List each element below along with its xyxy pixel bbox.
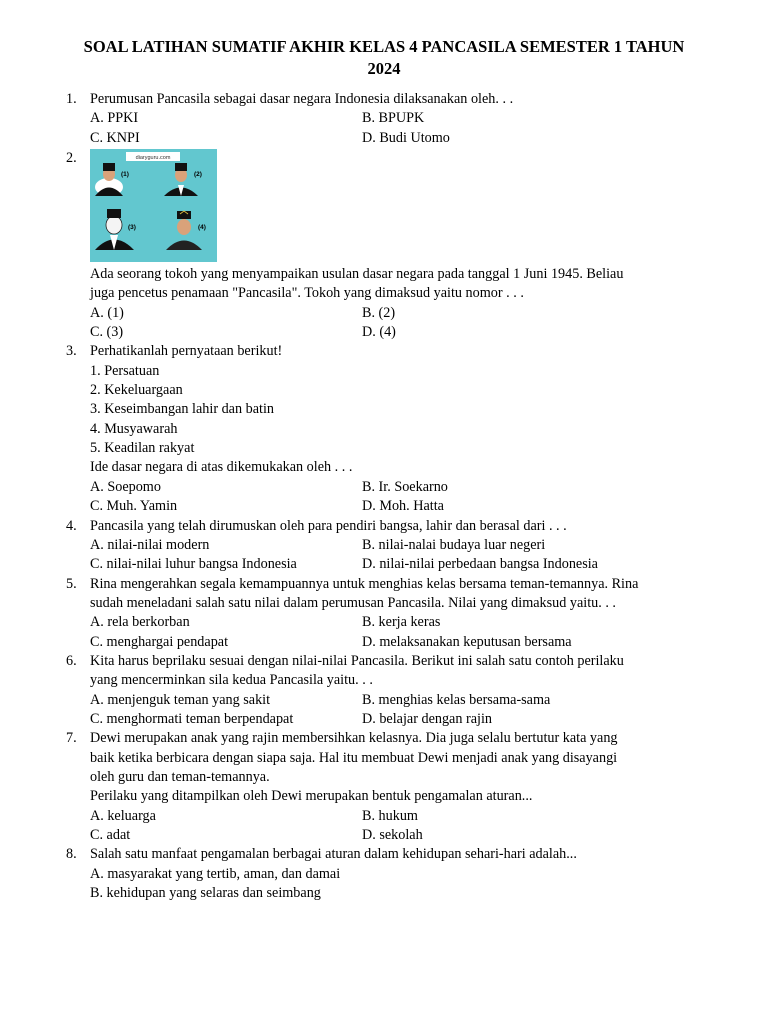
question-number: 3. <box>66 343 77 360</box>
question-5 <box>66 575 706 652</box>
option-b: B. nilai-nalai budaya luar negeri <box>362 536 546 553</box>
option-b: B. (2) <box>362 304 396 321</box>
option-c: C. adat <box>90 827 131 843</box>
option-a: A. menjenguk teman yang sakit <box>90 691 271 708</box>
label-1: (1) <box>121 171 129 179</box>
label-4: (4) <box>198 224 206 232</box>
option-b: B. hukum <box>362 807 418 824</box>
figure-4-portrait <box>166 211 202 250</box>
question-list <box>66 90 706 903</box>
option-a: A. (1) <box>90 304 124 321</box>
founding-figures-illustration <box>90 149 217 262</box>
option-b: B. menghias kelas bersama-sama <box>362 691 551 708</box>
option-d: D. (4) <box>362 324 396 341</box>
question-text: Ada seorang tokoh yang menyampaikan usulan dasar negara pada tanggal 1 Juni 1945. Beliau <box>90 266 624 283</box>
option-c: C. nilai-nilai luhur bangsa Indonesia <box>90 556 297 573</box>
question-number: 7. <box>66 730 77 747</box>
question-text: yang mencerminkan sila kedua Pancasila yaitu. . . <box>90 672 373 689</box>
option-c: C. menghormati teman berpendapat <box>90 710 294 727</box>
option-d: D. belajar dengan rajin <box>362 710 492 727</box>
statement-item: 4. Musyawarah <box>90 420 178 437</box>
statement-item: 2. Kekeluargaan <box>90 382 183 399</box>
question-text: sudah meneladani salah satu nilai dalam perumusan Pancasila. Nilai yang dimaksud yaitu. . . <box>90 594 616 611</box>
option-a: A. masyarakat yang tertib, aman, dan damai <box>90 865 341 882</box>
question-text: Salah satu manfaat pengamalan berbagai aturan dalam kehidupan sehari-hari adalah... <box>90 846 577 863</box>
page-title: SOAL LATIHAN SUMATIF AKHIR KELAS 4 PANCASILA SEMESTER 1 TAHUN 2024 <box>83 37 685 78</box>
question-8 <box>66 845 706 903</box>
option-d: D. sekolah <box>362 827 423 843</box>
question-number: 2. <box>66 150 77 167</box>
question-1 <box>66 90 706 148</box>
question-text: Dewi merupakan anak yang rajin membersihkan kelasnya. Dia juga selalu bertutur kata yang <box>90 730 618 747</box>
options <box>90 536 706 575</box>
label-3: (3) <box>128 224 136 232</box>
option-a: A. rela berkorban <box>90 614 190 631</box>
options <box>90 613 706 652</box>
options <box>90 109 706 148</box>
statement-item: 1. Persatuan <box>90 362 160 379</box>
label-2: (2) <box>194 171 202 179</box>
question-text: Pancasila yang telah dirumuskan oleh para pendiri bangsa, lahir dan berasal dari . . . <box>90 517 567 534</box>
statement-item: 3. Keseimbangan lahir dan batin <box>90 401 274 418</box>
watermark-text: diaryguru.com <box>135 155 171 162</box>
option-d: D. melaksanakan keputusan bersama <box>362 633 572 650</box>
options <box>90 691 706 730</box>
question-7 <box>66 729 706 845</box>
figure-1-portrait <box>95 163 123 196</box>
option-b: B. kerja keras <box>362 614 441 631</box>
statement-item: 5. Keadilan rakyat <box>90 440 195 457</box>
question-text: Perilaku yang ditampilkan oleh Dewi merupakan bentuk pengamalan aturan... <box>90 788 533 805</box>
option-a: A. keluarga <box>90 807 156 824</box>
options <box>90 807 706 846</box>
question-number: 8. <box>66 846 77 863</box>
options <box>90 478 706 517</box>
question-text: juga pencetus penamaan "Pancasila". Tokoh yang dimaksud yaitu nomor . . . <box>90 285 524 302</box>
option-b: B. Ir. Soekarno <box>362 478 448 495</box>
question-number: 5. <box>66 575 77 592</box>
option-a: A. nilai-nilai modern <box>90 536 210 553</box>
option-a: A. Soepomo <box>90 478 161 495</box>
question-number: 4. <box>66 517 77 534</box>
option-a: A. PPKI <box>90 110 139 127</box>
option-c: C. KNPI <box>90 129 140 146</box>
question-text: Kita harus beprilaku sesuai dengan nilai-nilai Pancasila. Berikut ini salah satu contoh perilaku <box>90 652 624 669</box>
options <box>90 304 706 343</box>
option-b: B. kehidupan yang selaras dan seimbang <box>90 885 321 902</box>
question-3 <box>66 342 706 516</box>
question-text: Rina mengerahkan segala kemampuannya untuk menghias kelas bersama teman-temannya. Rina <box>90 575 639 592</box>
option-c: C. (3) <box>90 324 124 341</box>
question-6 <box>66 652 706 729</box>
option-d: D. Moh. Hatta <box>362 498 444 515</box>
question-text: oleh guru dan teman-temannya. <box>90 768 270 785</box>
option-d: D. Budi Utomo <box>362 129 450 146</box>
figures-svg <box>90 149 217 262</box>
option-b: B. BPUPK <box>362 110 425 127</box>
option-c: C. menghargai pendapat <box>90 633 229 650</box>
question-text: Perumusan Pancasila sebagai dasar negara Indonesia dilaksanakan oleh. . . <box>90 91 514 107</box>
question-text: Ide dasar negara di atas dikemukakan oleh . . . <box>90 459 353 476</box>
question-text: Perhatikanlah pernyataan berikut! <box>90 343 283 360</box>
option-c: C. Muh. Yamin <box>90 498 178 515</box>
question-number: 1. <box>66 91 77 107</box>
question-number: 6. <box>66 652 77 669</box>
figure-2-portrait <box>164 163 198 196</box>
question-text: baik ketika berbicara dengan siapa saja. Hal itu membuat Dewi menjadi anak yang disayangi <box>90 749 618 766</box>
question-4 <box>66 517 706 575</box>
question-2 <box>66 149 706 342</box>
option-d: D. nilai-nilai perbedaan bangsa Indonesia <box>362 556 598 573</box>
